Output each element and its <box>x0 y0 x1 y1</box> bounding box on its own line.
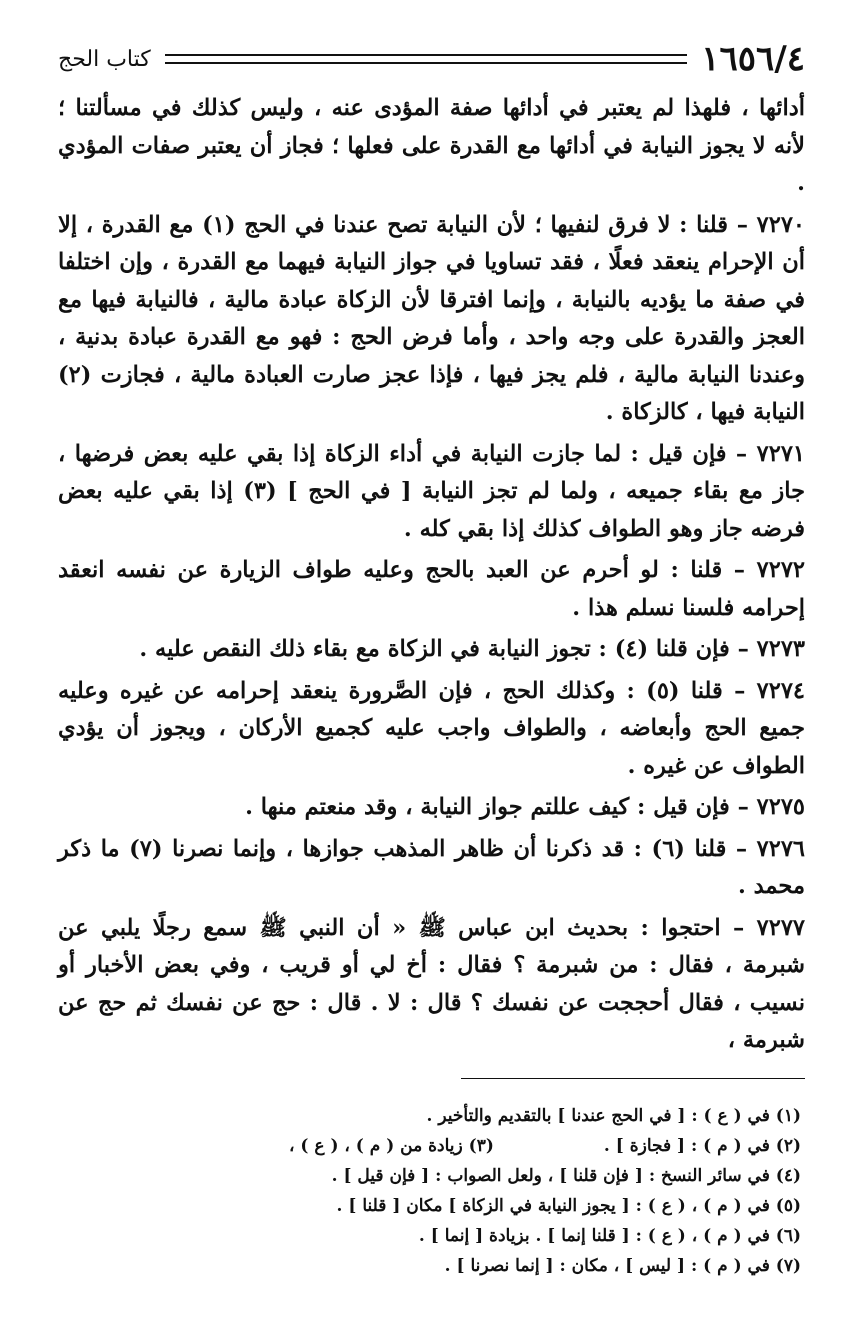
footnote-1: (١) في ( ع ) : [ في الحج عندنا ] بالتقديم والتأخير . <box>426 1105 801 1126</box>
header-rule <box>165 54 688 64</box>
book-title: كتاب الحج <box>58 46 151 72</box>
paragraph: ٧٢٧٣ – فإن قلنا (٤) : تجوز النيابة في الزكاة مع بقاء ذلك النقص عليه . <box>139 636 805 662</box>
paragraph: أدائها ، فلهذا لم يعتبر في أدائها صفة المؤدى عنه ، وليس كذلك في مسألتنا ؛ لأنه لا يجوز النيابة في أدائها مع القدرة على فعلها ؛ فجاز أن يعتبر صفات المؤدي . <box>58 95 805 196</box>
paragraph: ٧٢٧٥ – فإن قيل : كيف عللتم جواز النيابة ، وقد منعتم منها . <box>245 794 805 820</box>
footnote-separator <box>461 1078 805 1079</box>
paragraph: ٧٢٧٦ – قلنا (٦) : قد ذكرنا أن ظاهر المذهب جوازها ، وإنما نصرنا (٧) ما ذكر محمد . <box>58 835 805 899</box>
footnote-2: (٢) في ( م ) : [ فجازة ] . <box>603 1135 801 1156</box>
footnote-5: (٥) في ( م ) ، ( ع ) : [ يجوز النيابة في الزكاة ] مكان [ قلنا ] . <box>336 1195 801 1216</box>
paragraph: ٧٢٧٢ – قلنا : لو أحرم عن العبد بالحج وعليه طواف الزيارة عن نفسه انعقد إحرامه فلسنا نسلم هذا . <box>58 557 805 621</box>
page-number: ١٦٥٦/٤ <box>701 39 805 79</box>
footnote-4: (٤) في سائر النسخ : [ فإن قلنا ] ، ولعل الصواب : [ فإن قيل ] . <box>331 1165 801 1186</box>
footnote-6: (٦) في ( م ) ، ( ع ) : [ قلنا إنما ] . بزيادة [ إنما ] . <box>418 1225 801 1246</box>
footnote-separator-wrap <box>58 1078 805 1079</box>
footnote-3: (٣) زيادة من ( م ) ، ( ع ) ، <box>289 1135 494 1156</box>
footnotes <box>58 1101 805 1281</box>
paragraph: ٧٢٧٤ – قلنا (٥) : وكذلك الحج ، فإن الصَّرورة ينعقد إحرامه عن غيره وعليه جميع الحج وأبعاضه ، والطواف واجب عليه كجميع الأركان ، ويجوز أن يؤدي الطواف عن غيره . <box>58 677 805 779</box>
paragraph: ٧٢٧٠ – قلنا : لا فرق لنفيها ؛ لأن النيابة تصح عندنا في الحج (١) مع القدرة ، إلا أن الإحرام ينعقد فعلًا ، فقد تساويا في جواز النيابة فيهما مع القدرة ، وإن اختلفا في صفة ما يؤديه بالنيابة ، وإنما افترقا لأن الزكاة عبادة مالية ، فالنيابة فيها مع العجز والقدرة على وجه واحد ، وأما فرض الحج : فهو مع القدرة عبادة بدنية ، وعندنا النيابة مالية ، فلم يجز فيها ، فإذا عجز صارت العبادة مالية ، فجازت (٢) النيابة فيها ، كالزكاة . <box>58 211 805 425</box>
page-header <box>58 34 805 84</box>
paragraph: ٧٢٧١ – فإن قيل : لما جازت النيابة في أداء الزكاة إذا بقي عليه بعض فرضها ، جاز مع بقاء جميعه ، ولما لم تجز النيابة [ في الحج ] (٣) إذا بقي عليه بعض فرضه جاز وهو الطواف كذلك إذا بقي كله . <box>58 440 805 542</box>
footnote-row <box>58 1131 801 1161</box>
footnote-7: (٧) في ( م ) : [ ليس ] ، مكان : [ إنما نصرنا ] . <box>444 1255 801 1276</box>
main-text <box>58 90 805 1060</box>
paragraph: ٧٢٧٧ – احتجوا : بحديث ابن عباس ﷺ « أن النبي ﷺ سمع رجلًا يلبي عن شبرمة ، فقال : من شبرمة ؟ فقال : أخ لي أو قريب ، وفي بعض الأخبار أو نسيب ، فقال أحججت عن نفسك ؟ قال : لا . قال : حج عن نفسك ثم حج عن شبرمة ، <box>58 914 805 1053</box>
